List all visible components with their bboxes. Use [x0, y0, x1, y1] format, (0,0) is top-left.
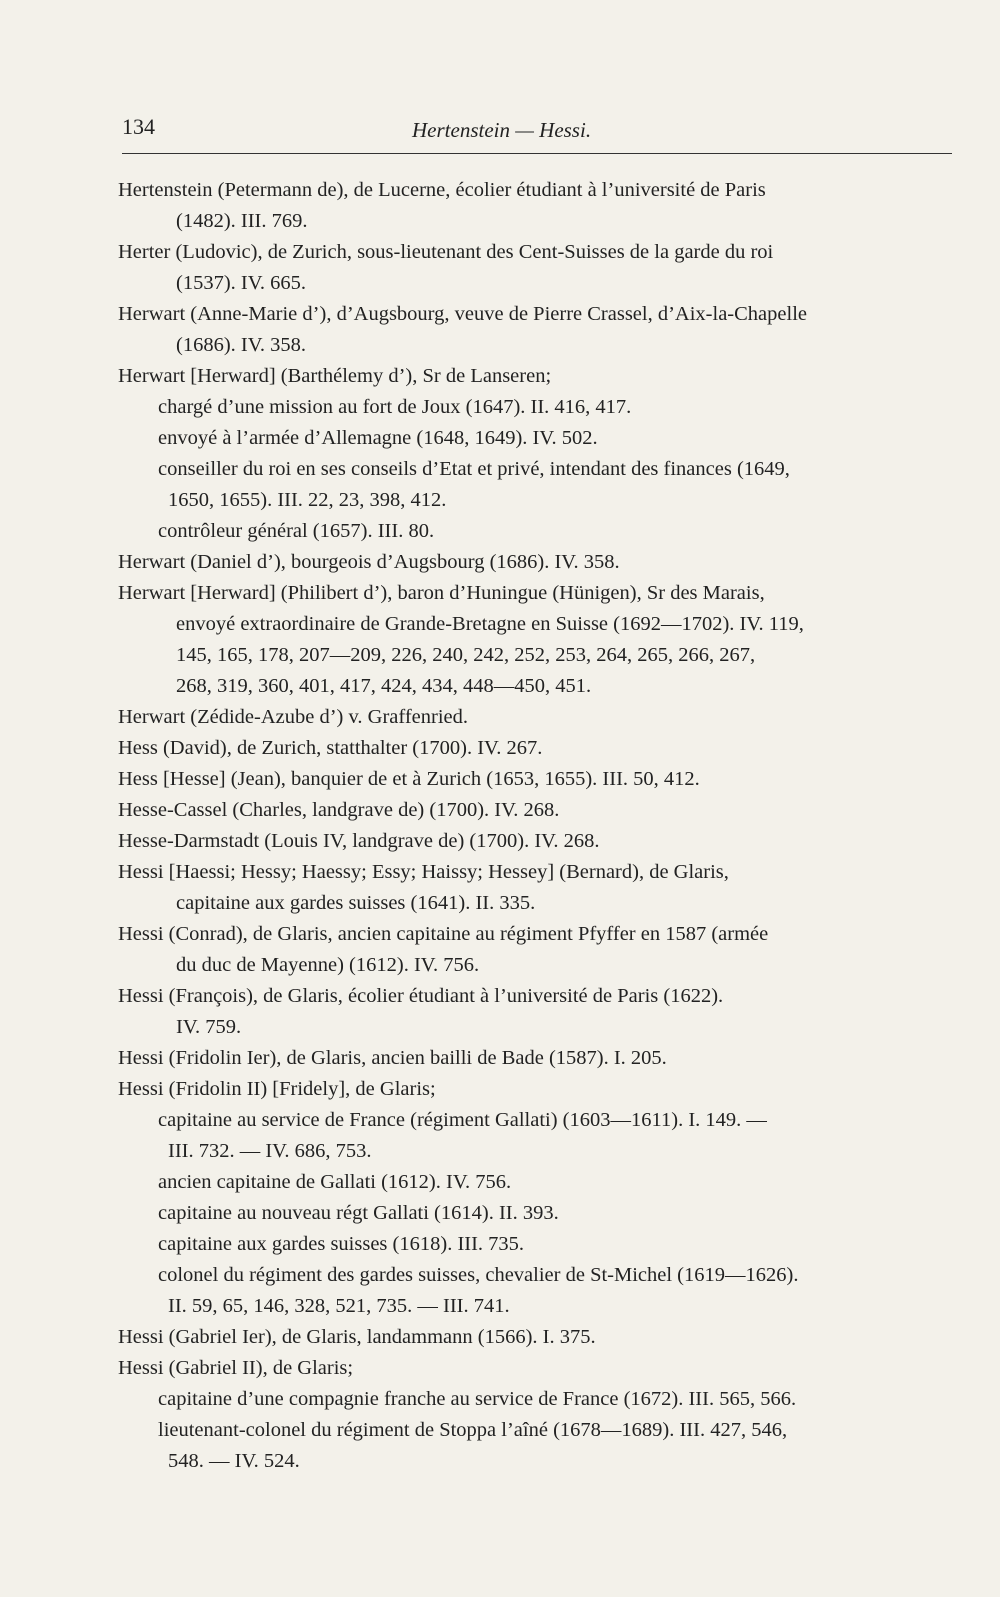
entry-headline: Hess [Hesse] (Jean), banquier de et à Zurich (1653, 1655). III. 50, 412.: [118, 768, 700, 790]
entry-line: capitaine au nouveau régt Gallati (1614). II. 393.: [158, 1202, 559, 1224]
entry-headline: Hessi (Fridolin II) [Fridely], de Glaris;: [118, 1078, 436, 1100]
entry-line: 1650, 1655). III. 22, 23, 398, 412.: [168, 489, 447, 511]
running-title: Hertenstein — Hessi.: [412, 118, 592, 142]
index-entry: [118, 1043, 954, 1074]
index-entry: [118, 857, 954, 919]
entry-headline: Hesse-Cassel (Charles, landgrave de) (1700). IV. 268.: [118, 799, 560, 821]
entry-line: 268, 319, 360, 401, 417, 424, 434, 448—450, 451.: [176, 675, 592, 697]
entry-line: ancien capitaine de Gallati (1612). IV. 756.: [158, 1171, 512, 1193]
entry-headline: Hessi (François), de Glaris, écolier étudiant à l’université de Paris (1622).: [118, 985, 724, 1007]
entry-line: IV. 759.: [176, 1016, 242, 1038]
index-entry: [118, 1353, 954, 1477]
entry-line: III. 732. — IV. 686, 753.: [168, 1140, 372, 1162]
entry-line: colonel du régiment des gardes suisses, chevalier de St-Michel (1619—1626).: [158, 1264, 799, 1286]
index-entry: [118, 702, 954, 733]
entry-line: 548. — IV. 524.: [168, 1450, 300, 1472]
entry-headline: Herter (Ludovic), de Zurich, sous-lieutenant des Cent-Suisses de la garde du roi: [118, 241, 774, 263]
index-entry: [118, 795, 954, 826]
entry-headline: Hessi (Conrad), de Glaris, ancien capitaine au régiment Pfyffer en 1587 (armée: [118, 923, 769, 945]
index-entry: [118, 733, 954, 764]
entry-line: envoyé extraordinaire de Grande-Bretagne en Suisse (1692—1702). IV. 119,: [176, 613, 804, 635]
header-rule: [122, 153, 952, 154]
index-entry: [118, 826, 954, 857]
entry-line: 145, 165, 178, 207—209, 226, 240, 242, 252, 253, 264, 265, 266, 267,: [176, 644, 756, 666]
index-entry: [118, 361, 954, 547]
entry-headline: Herwart [Herward] (Philibert d’), baron d’Huningue (Hünigen), Sr des Marais,: [118, 582, 765, 604]
index-entry: [118, 299, 954, 361]
index-entry: [118, 1074, 954, 1322]
entry-line: capitaine aux gardes suisses (1641). II. 335.: [176, 892, 536, 914]
index-entry: [118, 237, 954, 299]
entry-line: capitaine au service de France (régiment Gallati) (1603—1611). I. 149. —: [158, 1109, 767, 1131]
entry-headline: Hertenstein (Petermann de), de Lucerne, écolier étudiant à l’université de Paris: [118, 179, 766, 201]
entry-line: (1686). IV. 358.: [176, 334, 307, 356]
entry-line: contrôleur général (1657). III. 80.: [158, 520, 435, 542]
index-entry: [118, 919, 954, 981]
index-entries: [118, 175, 954, 1477]
entry-line: chargé d’une mission au fort de Joux (1647). II. 416, 417.: [158, 396, 632, 418]
entry-line: capitaine aux gardes suisses (1618). III. 735.: [158, 1233, 525, 1255]
entry-line: II. 59, 65, 146, 328, 521, 735. — III. 741.: [168, 1295, 510, 1317]
entry-headline: Hess (David), de Zurich, statthalter (1700). IV. 267.: [118, 737, 543, 759]
entry-line: conseiller du roi en ses conseils d’Etat et privé, intendant des finances (1649,: [158, 458, 790, 480]
index-entry: [118, 981, 954, 1043]
entry-line: lieutenant-colonel du régiment de Stoppa l’aîné (1678—1689). III. 427, 546,: [158, 1419, 788, 1441]
entry-headline: Hessi (Fridolin Ier), de Glaris, ancien bailli de Bade (1587). I. 205.: [118, 1047, 667, 1069]
index-entry: [118, 175, 954, 237]
entry-line: envoyé à l’armée d’Allemagne (1648, 1649). IV. 502.: [158, 427, 598, 449]
entry-headline: Hessi (Gabriel II), de Glaris;: [118, 1357, 354, 1379]
entry-headline: Hessi [Haessi; Hessy; Haessy; Essy; Haissy; Hessey] (Bernard), de Glaris,: [118, 861, 729, 883]
index-entry: [118, 578, 954, 702]
index-entry: [118, 1322, 954, 1353]
entry-headline: Herwart (Anne-Marie d’), d’Augsbourg, veuve de Pierre Crassel, d’Aix-la-Chapelle: [118, 303, 807, 325]
index-entry: [118, 547, 954, 578]
entry-headline: Herwart (Zédide-Azube d’) v. Graffenried.: [118, 706, 469, 728]
entry-line: capitaine d’une compagnie franche au service de France (1672). III. 565, 566.: [158, 1388, 797, 1410]
entry-line: (1537). IV. 665.: [176, 272, 307, 294]
entry-headline: Hesse-Darmstadt (Louis IV, landgrave de) (1700). IV. 268.: [118, 830, 600, 852]
page-header: [122, 112, 952, 152]
entry-headline: Hessi (Gabriel Ier), de Glaris, landammann (1566). I. 375.: [118, 1326, 596, 1348]
page-number: 134: [122, 114, 155, 139]
entry-line: du duc de Mayenne) (1612). IV. 756.: [176, 954, 480, 976]
entry-line: (1482). III. 769.: [176, 210, 308, 232]
index-entry: [118, 764, 954, 795]
entry-headline: Herwart [Herward] (Barthélemy d’), Sr de Lanseren;: [118, 365, 552, 387]
entry-headline: Herwart (Daniel d’), bourgeois d’Augsbourg (1686). IV. 358.: [118, 551, 620, 573]
